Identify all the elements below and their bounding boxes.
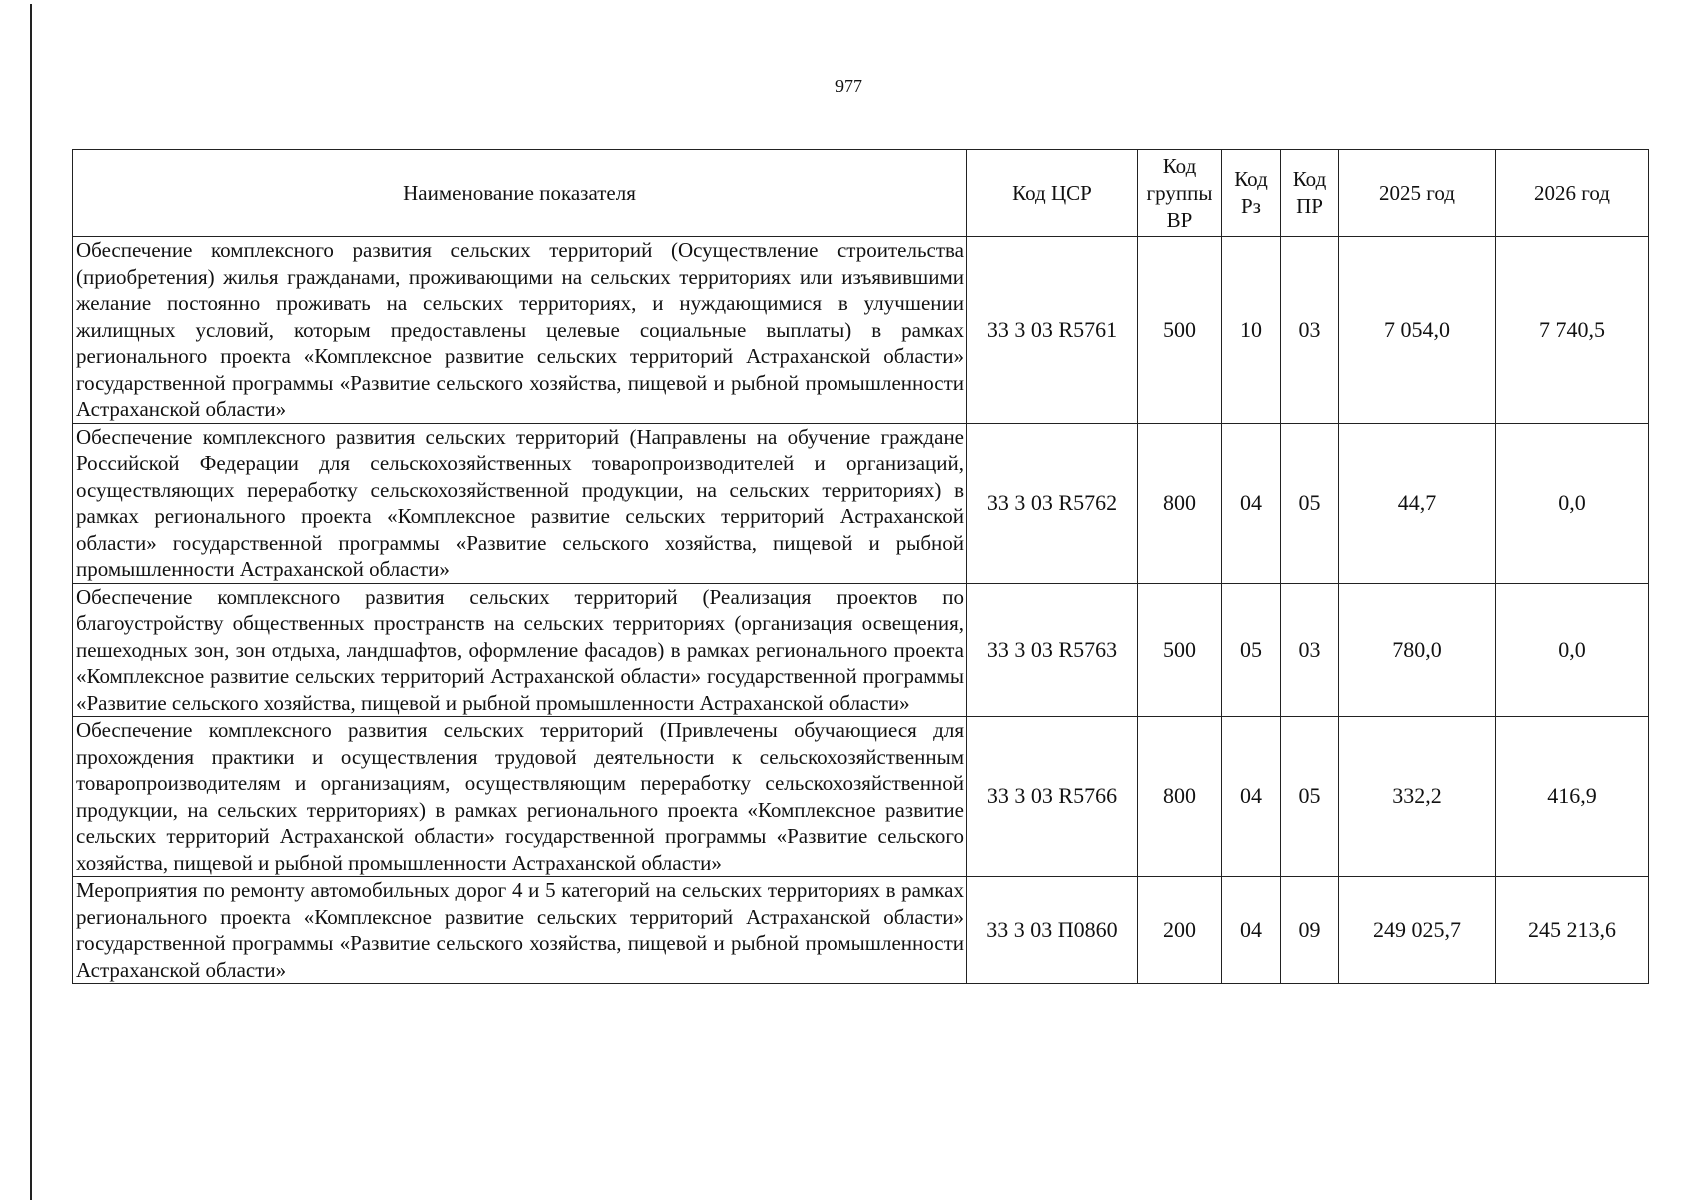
table-row (73, 717, 1649, 877)
budget-table (72, 149, 1649, 984)
row-vr-code: 500 (1138, 583, 1222, 717)
row-value-2026: 416,9 (1496, 717, 1649, 877)
row-value-2025: 44,7 (1339, 423, 1496, 583)
row-pr-code: 05 (1281, 717, 1339, 877)
row-value-2025: 7 054,0 (1339, 237, 1496, 424)
row-value-2026: 0,0 (1496, 423, 1649, 583)
row-name: Обеспечение комплексного развития сельских территорий (Реализация проектов по благоустройству общественных пространств на сельских территориях (организация освещения, пешеходных зон, зон отдыха, ландшафтов, оформление фасадов) в рамках регионального проекта «Комплексное развитие сельских территорий Астраханской области» государственной программы «Развитие сельского хозяйства, пищевой и рыбной промышленности Астраханской области» (73, 583, 967, 717)
row-csr-code: 33 3 03 R5761 (967, 237, 1138, 424)
table-row (73, 583, 1649, 717)
row-value-2026: 0,0 (1496, 583, 1649, 717)
row-value-2025: 332,2 (1339, 717, 1496, 877)
header-year-2025: 2025 год (1339, 150, 1496, 237)
table-row (73, 237, 1649, 424)
table-row (73, 423, 1649, 583)
row-rz-code: 05 (1222, 583, 1281, 717)
row-rz-code: 04 (1222, 717, 1281, 877)
header-year-2026: 2026 год (1496, 150, 1649, 237)
row-vr-code: 800 (1138, 423, 1222, 583)
row-vr-code: 200 (1138, 877, 1222, 984)
row-pr-code: 03 (1281, 583, 1339, 717)
header-rz-code: Код Рз (1222, 150, 1281, 237)
row-pr-code: 03 (1281, 237, 1339, 424)
row-csr-code: 33 3 03 R5766 (967, 717, 1138, 877)
row-csr-code: 33 3 03 R5763 (967, 583, 1138, 717)
row-vr-code: 800 (1138, 717, 1222, 877)
table-row (73, 877, 1649, 984)
row-pr-code: 05 (1281, 423, 1339, 583)
row-value-2025: 249 025,7 (1339, 877, 1496, 984)
header-pr-code: Код ПР (1281, 150, 1339, 237)
row-value-2025: 780,0 (1339, 583, 1496, 717)
row-csr-code: 33 3 03 П0860 (967, 877, 1138, 984)
row-value-2026: 245 213,6 (1496, 877, 1649, 984)
row-name: Обеспечение комплексного развития сельских территорий (Осуществление строительства (приобретения) жилья гражданами, проживающими на сельских территориях или изъявившими желание постоянно проживать на сельских территориях, и нуждающимися в улучшении жилищных условий, которым предоставлены целевые социальные выплаты) в рамках регионального проекта «Комплексное развитие сельских территорий Астраханской области» государственной программы «Развитие сельского хозяйства, пищевой и рыбной промышленности Астраханской области» (73, 237, 967, 424)
header-csr-code: Код ЦСР (967, 150, 1138, 237)
table-header-row (73, 150, 1649, 237)
row-rz-code: 10 (1222, 237, 1281, 424)
row-name: Обеспечение комплексного развития сельских территорий (Направлены на обучение граждане Российской Федерации для сельскохозяйственных товаропроизводителей и организаций, осуществляющих переработку сельскохозяйственной продукции, на сельских территориях) в рамках регионального проекта «Комплексное развитие сельских территорий Астраханской области» государственной программы «Развитие сельского хозяйства, пищевой и рыбной промышленности Астраханской области» (73, 423, 967, 583)
row-rz-code: 04 (1222, 877, 1281, 984)
page-number: 977 (835, 76, 862, 96)
row-rz-code: 04 (1222, 423, 1281, 583)
row-csr-code: 33 3 03 R5762 (967, 423, 1138, 583)
row-vr-code: 500 (1138, 237, 1222, 424)
page-margin-rule (30, 4, 32, 1200)
row-pr-code: 09 (1281, 877, 1339, 984)
row-name: Обеспечение комплексного развития сельских территорий (Привлечены обучающиеся для прохождения практики и осуществления трудовой деятельности к сельскохозяйственным товаропроизводителям и организациям, осуществляющим переработку сельскохозяйственной продукции, на сельских территориях) в рамках регионального проекта «Комплексное развитие сельских территорий Астраханской области» государственной программы «Развитие сельского хозяйства, пищевой и рыбной промышленности Астраханской области» (73, 717, 967, 877)
header-vr-code: Код группы ВР (1138, 150, 1222, 237)
row-value-2026: 7 740,5 (1496, 237, 1649, 424)
row-name: Мероприятия по ремонту автомобильных дорог 4 и 5 категорий на сельских территориях в рамках регионального проекта «Комплексное развитие сельских территорий Астраханской области» государственной программы «Развитие сельского хозяйства, пищевой и рыбной промышленности Астраханской области» (73, 877, 967, 984)
header-name: Наименование показателя (73, 150, 967, 237)
